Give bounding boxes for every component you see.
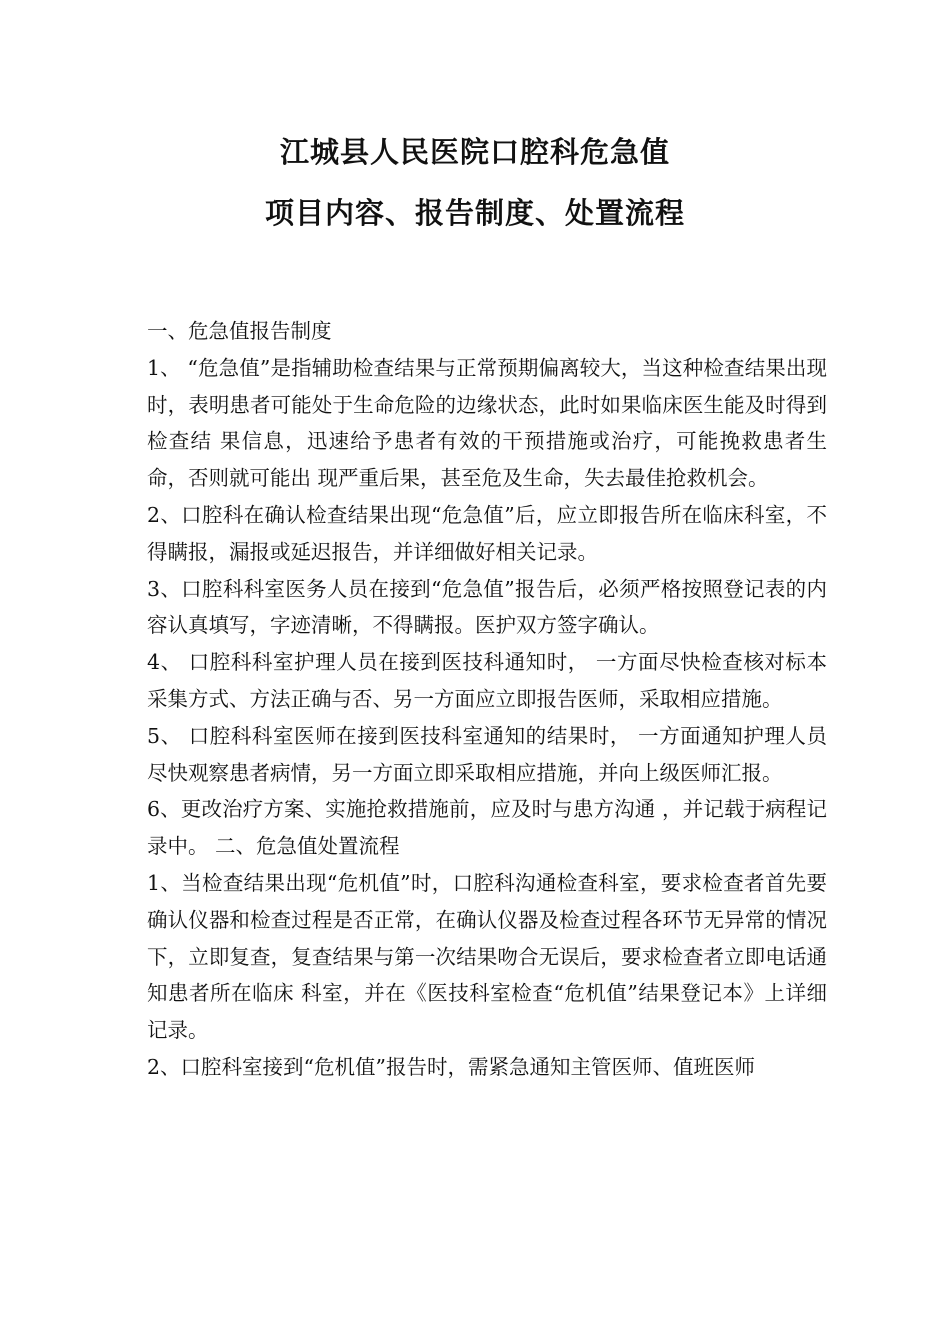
paragraph-5-physician: 5、 口腔科科室医师在接到医技科室通知的结果时， 一方面通知护理人员尽快观察患者病情，另一方面立即采取相应措施，并向上级医师汇报。 <box>147 723 827 785</box>
section-heading-report-system: 一、危急值报告制度 <box>147 319 332 343</box>
paragraph-6-treatment-change: 6、更改治疗方案、实施抢救措施前，应及时与患方沟通 ，并记载于病程记录中。 二、危急值处置流程 <box>147 797 827 859</box>
process-paragraph-1: 1、当检查结果出现“危机值”时，口腔科沟通检查科室，要求检查者首先要确认仪器和检查过程是否正常，在确认仪器及检查过程各环节无异常的情况下，立即复查，复查结果与第一次结果吻合无误后，要求检查者立即电话通知患者所在临床 科室，并在《医技科室检查“危机值”结果登记本》上详细记录。 <box>147 870 827 1043</box>
paragraph-2-report: 2、口腔科在确认检查结果出现“危急值”后，应立即报告所在临床科室，不得瞒报，漏报或延迟报告，并详细做好相关记录。 <box>147 502 827 564</box>
document-body <box>147 313 827 1086</box>
paragraph-3-register: 3、口腔科科室医务人员在接到“危急值”报告后，必须严格按照登记表的内容认真填写，字迹清晰，不得瞒报。医护双方签字确认。 <box>147 576 827 638</box>
paragraph-4-nurse: 4、 口腔科科室护理人员在接到医技科通知时， 一方面尽快检查核对标本采集方式、方法正确与否、另一方面应立即报告医师，采取相应措施。 <box>147 650 827 711</box>
document-title: 江城县人民医院口腔科危急值 <box>279 135 670 169</box>
document-subtitle: 项目内容、报告制度、处置流程 <box>264 196 685 230</box>
process-paragraph-2: 2、口腔科室接到“危机值”报告时，需紧急通知主管医师、值班医师 <box>147 1054 756 1079</box>
paragraph-1-definition: 1、 “危急值”是指辅助检查结果与正常预期偏离较大，当这种检查结果出现 时，表明患者可能处于生命危险的边缘状态，此时如果临床医生能及时得到检查结 果信息，迅速给予患者有效的干预措施或治疗，可能挽救患者生命，否则就可能出 现严重后果，甚至危及生命，失去最佳抢救机会。 <box>147 355 827 491</box>
